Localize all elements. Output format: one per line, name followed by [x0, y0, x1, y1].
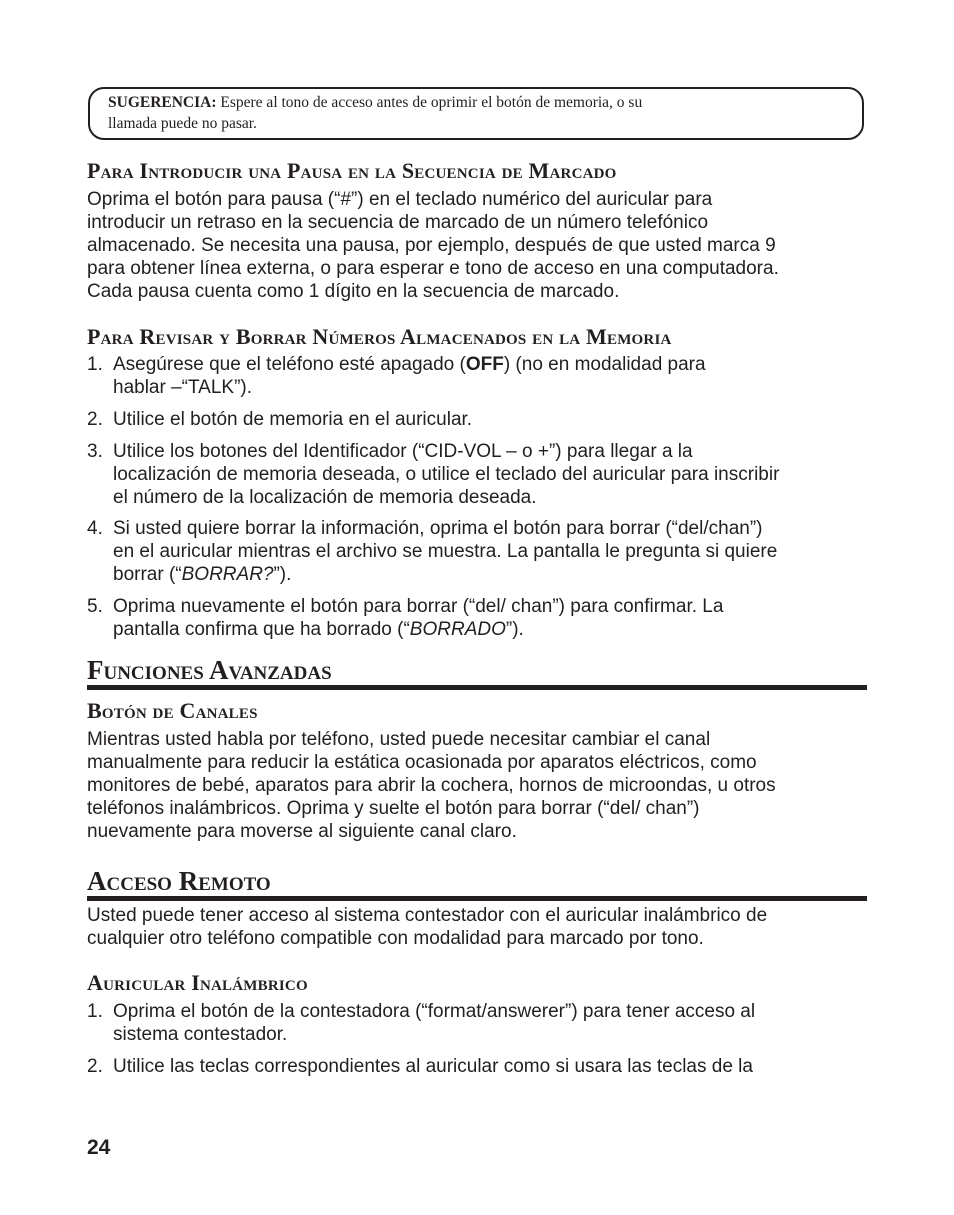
- cordless-step-2: [87, 1055, 877, 1078]
- step-text: Asegúrese que el teléfono esté apagado (: [113, 354, 466, 375]
- step-text: Utilice el botón de memoria en el auricular.: [113, 409, 473, 430]
- step-text: Oprima el botón de la contestadora (“format/answerer”) para tener acceso al: [113, 1001, 756, 1022]
- channel-line: nuevamente para moverse al siguiente canal claro.: [87, 821, 517, 842]
- step-text: hablar –“TALK”).: [113, 377, 253, 398]
- remote-paragraph: [87, 904, 877, 950]
- display-message: BORRADO: [409, 619, 506, 640]
- pause-line: para obtener línea externa, o para esperar e tono de acceso en una computadora.: [87, 258, 779, 279]
- tip-box: [88, 87, 864, 140]
- step-text: el número de la localización de memoria deseada.: [113, 487, 537, 508]
- pause-paragraph: [87, 188, 877, 303]
- step-text: ”).: [505, 619, 524, 640]
- step-number: 1.: [87, 1001, 103, 1022]
- pause-heading: Para Introducir una Pausa en la Secuencia de Marcado: [87, 158, 617, 183]
- pause-line: introducir un retraso en la secuencia de marcado de un número telefónico: [87, 212, 709, 233]
- channel-line: Mientras usted habla por teléfono, usted puede necesitar cambiar el canal: [87, 729, 711, 750]
- off-label: OFF: [465, 354, 504, 375]
- review-step-4: [87, 517, 877, 586]
- review-step-1: [87, 353, 877, 399]
- step-number: 4.: [87, 518, 103, 539]
- pause-line: Oprima el botón para pausa (“#”) en el teclado numérico del auricular para: [87, 189, 713, 210]
- cordless-heading: Auricular Inalámbrico: [87, 970, 308, 995]
- step-text: sistema contestador.: [113, 1024, 288, 1045]
- pause-line: almacenado. Se necesita una pausa, por ejemplo, después de que usted marca 9: [87, 235, 776, 256]
- tip-text: Espere al tono de acceso antes de oprimir el botón de memoria, o su: [216, 94, 643, 111]
- channel-line: teléfonos inalámbricos. Oprima y suelte el botón para borrar (“del/ chan”): [87, 798, 700, 819]
- step-text: ) (no en modalidad para: [503, 354, 706, 375]
- review-heading: Para Revisar y Borrar Números Almacenados en la Memoria: [87, 324, 672, 349]
- review-step-2: [87, 408, 877, 431]
- step-text: en el auricular mientras el archivo se muestra. La pantalla le pregunta si quiere: [113, 541, 778, 562]
- review-step-5: [87, 595, 877, 641]
- step-text: Utilice las teclas correspondientes al auricular como si usara las teclas de la: [113, 1056, 753, 1077]
- tip-text-2: llamada puede no pasar.: [108, 115, 257, 132]
- channel-line: monitores de bebé, aparatos para abrir la cochera, hornos de microondas, u otros: [87, 775, 776, 796]
- pause-line: Cada pausa cuenta como 1 dígito en la secuencia de marcado.: [87, 281, 620, 302]
- step-text: Utilice los botones del Identificador (“CID-VOL – o +”) para llegar a la: [113, 441, 693, 462]
- channel-heading: Botón de Canales: [87, 698, 258, 723]
- step-number: 5.: [87, 596, 103, 617]
- advanced-heading: Funciones Avanzadas: [87, 655, 867, 690]
- step-text: Si usted quiere borrar la información, oprima el botón para borrar (“del/chan”): [113, 518, 763, 539]
- step-number: 2.: [87, 1056, 103, 1077]
- remote-heading: Acceso Remoto: [87, 866, 867, 901]
- step-text: Oprima nuevamente el botón para borrar (“del/ chan”) para confirmar. La: [113, 596, 724, 617]
- step-text: borrar (“: [113, 564, 182, 585]
- step-number: 1.: [87, 354, 103, 375]
- step-number: 3.: [87, 441, 103, 462]
- tip-label: SUGERENCIA:: [108, 94, 217, 111]
- display-message: BORRAR?: [181, 564, 274, 585]
- page-number: 24: [87, 1136, 111, 1159]
- cordless-step-1: [87, 1000, 877, 1046]
- review-step-3: [87, 440, 877, 509]
- step-text: ”).: [273, 564, 292, 585]
- channel-line: manualmente para reducir la estática ocasionada por aparatos eléctricos, como: [87, 752, 757, 773]
- remote-line: cualquier otro teléfono compatible con modalidad para marcado por tono.: [87, 928, 704, 949]
- channel-paragraph: [87, 728, 877, 843]
- step-number: 2.: [87, 409, 103, 430]
- remote-line: Usted puede tener acceso al sistema contestador con el auricular inalámbrico de: [87, 905, 768, 926]
- step-text: pantalla confirma que ha borrado (“: [113, 619, 410, 640]
- step-text: localización de memoria deseada, o utilice el teclado del auricular para inscribir: [113, 464, 780, 485]
